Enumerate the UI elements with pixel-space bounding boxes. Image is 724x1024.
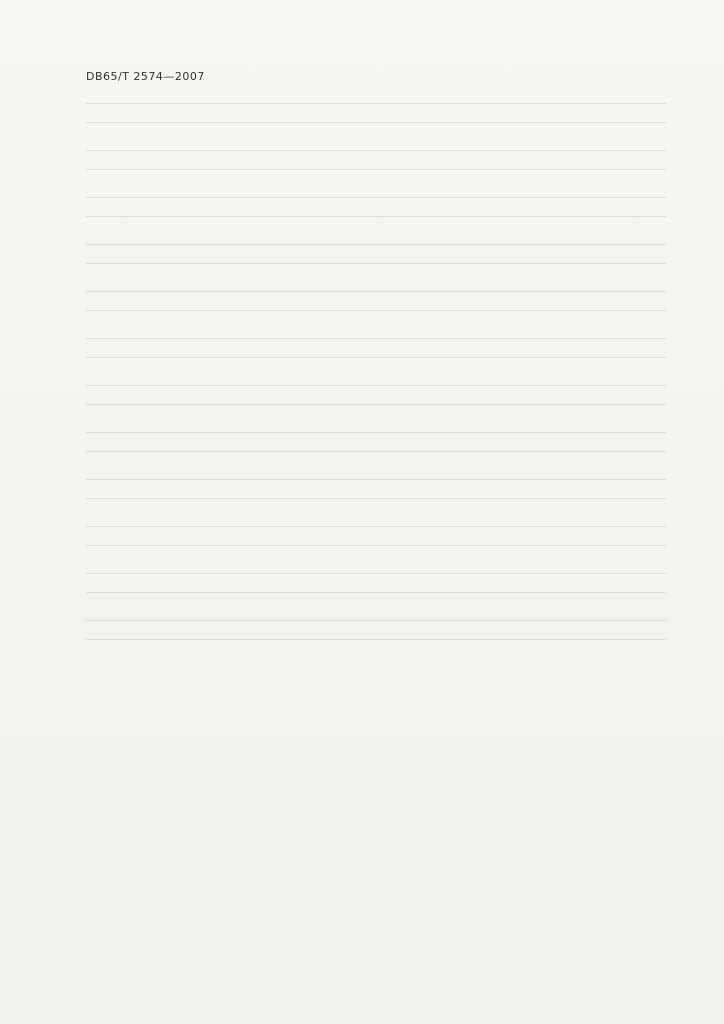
paragraph-10	[86, 520, 666, 558]
document-code: DB65/T 2574—2007	[86, 70, 205, 83]
paragraph-11	[86, 567, 666, 605]
paragraph-6	[86, 332, 666, 370]
paragraph-9	[86, 473, 666, 511]
paragraph-4	[86, 238, 666, 276]
paragraph-2	[86, 144, 666, 182]
paragraph-3	[86, 191, 666, 229]
paragraph-5	[86, 285, 666, 323]
paragraph-7	[86, 379, 666, 417]
paragraph-8	[86, 426, 666, 464]
paragraph-12	[86, 614, 666, 652]
paragraph-1	[86, 97, 666, 135]
